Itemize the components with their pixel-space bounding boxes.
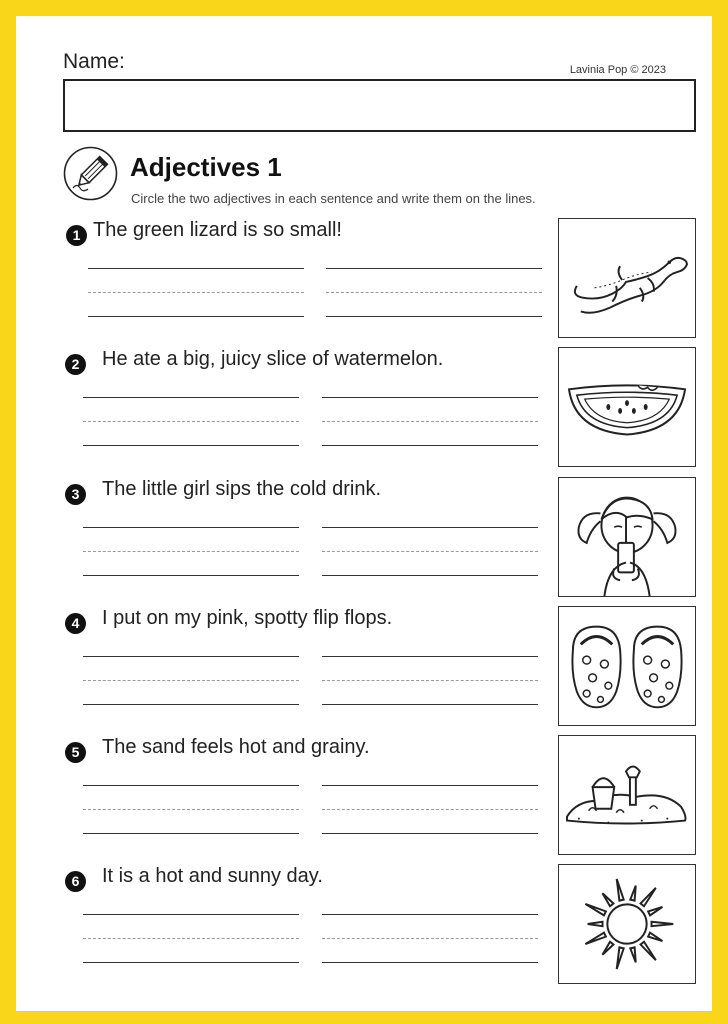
question-item (16, 202, 728, 322)
question-item (16, 848, 728, 968)
guide-line (83, 551, 299, 552)
answer-line[interactable] (322, 397, 538, 398)
question-number: 3 (65, 484, 86, 505)
question-number: 6 (65, 871, 86, 892)
question-sentence: He ate a big, juicy slice of watermelon. (102, 348, 444, 370)
name-field[interactable] (63, 79, 696, 132)
sun-ray (648, 933, 662, 941)
sun-ray (602, 893, 613, 906)
sun-ray (602, 942, 613, 955)
question-sentence: I put on my pink, spotty flip flops. (102, 607, 393, 629)
answer-line[interactable] (322, 962, 538, 963)
sun-ray (641, 942, 656, 960)
question-number: 5 (65, 742, 86, 763)
instructions: Circle the two adjectives in each sentence and write them on the lines. (131, 191, 536, 206)
sun-ray (617, 879, 624, 901)
sandcastle-icon (559, 736, 695, 854)
guide-line (322, 680, 538, 681)
worksheet-title: Adjectives 1 (130, 152, 282, 182)
answer-line[interactable] (83, 962, 299, 963)
question-sentence: It is a hot and sunny day. (102, 865, 323, 887)
answer-line[interactable] (322, 704, 538, 705)
picture-frame (558, 218, 696, 338)
answer-line[interactable] (83, 785, 299, 786)
answer-line[interactable] (326, 316, 542, 317)
girl-drinking-icon (559, 478, 695, 596)
answer-line[interactable] (322, 575, 538, 576)
answer-line[interactable] (83, 397, 299, 398)
sun-ray (617, 947, 624, 969)
question-item (16, 461, 728, 581)
answer-line[interactable] (326, 268, 542, 269)
answer-line[interactable] (88, 316, 304, 317)
picture-frame (558, 347, 696, 467)
question-number: 4 (65, 613, 86, 634)
guide-line (83, 680, 299, 681)
answer-line[interactable] (83, 704, 299, 705)
pencil-icon (63, 146, 118, 201)
picture-frame (558, 735, 696, 855)
question-sentence: The green lizard is so small! (93, 219, 342, 241)
answer-line[interactable] (83, 527, 299, 528)
answer-line[interactable] (322, 527, 538, 528)
sun-ray (630, 947, 635, 962)
question-number: 1 (66, 225, 87, 246)
answer-line[interactable] (322, 833, 538, 834)
flip-flops-icon (559, 607, 695, 725)
question-sentence: The sand feels hot and grainy. (102, 736, 370, 758)
guide-line (326, 292, 542, 293)
question-item (16, 590, 728, 710)
guide-line (83, 421, 299, 422)
picture-frame (558, 477, 696, 597)
answer-line[interactable] (322, 445, 538, 446)
question-item (16, 331, 728, 451)
copyright-credit: Lavinia Pop © 2023 (569, 64, 666, 76)
lizard-icon (559, 219, 695, 337)
sun-ray (651, 922, 673, 926)
picture-frame (558, 606, 696, 726)
guide-line (322, 809, 538, 810)
sun-ray (588, 922, 603, 926)
answer-line[interactable] (83, 833, 299, 834)
guide-line (83, 809, 299, 810)
answer-line[interactable] (83, 914, 299, 915)
guide-line (322, 938, 538, 939)
question-sentence: The little girl sips the cold drink. (102, 478, 382, 500)
watermelon-icon (559, 348, 695, 466)
sun-ray (648, 907, 662, 915)
sun-ray (585, 904, 606, 915)
guide-line (322, 551, 538, 552)
guide-line (322, 421, 538, 422)
answer-line[interactable] (322, 914, 538, 915)
picture-frame (558, 864, 696, 984)
answer-line[interactable] (83, 575, 299, 576)
answer-line[interactable] (322, 785, 538, 786)
guide-line (88, 292, 304, 293)
sun-ray (641, 888, 656, 906)
answer-line[interactable] (83, 445, 299, 446)
question-item (16, 719, 728, 839)
sun-ray (585, 933, 606, 944)
sun-ray (630, 886, 635, 901)
question-number: 2 (65, 354, 86, 375)
guide-line (83, 938, 299, 939)
sun-icon (559, 865, 695, 983)
answer-line[interactable] (322, 656, 538, 657)
name-label: Name: (63, 50, 125, 73)
answer-line[interactable] (88, 268, 304, 269)
answer-line[interactable] (83, 656, 299, 657)
